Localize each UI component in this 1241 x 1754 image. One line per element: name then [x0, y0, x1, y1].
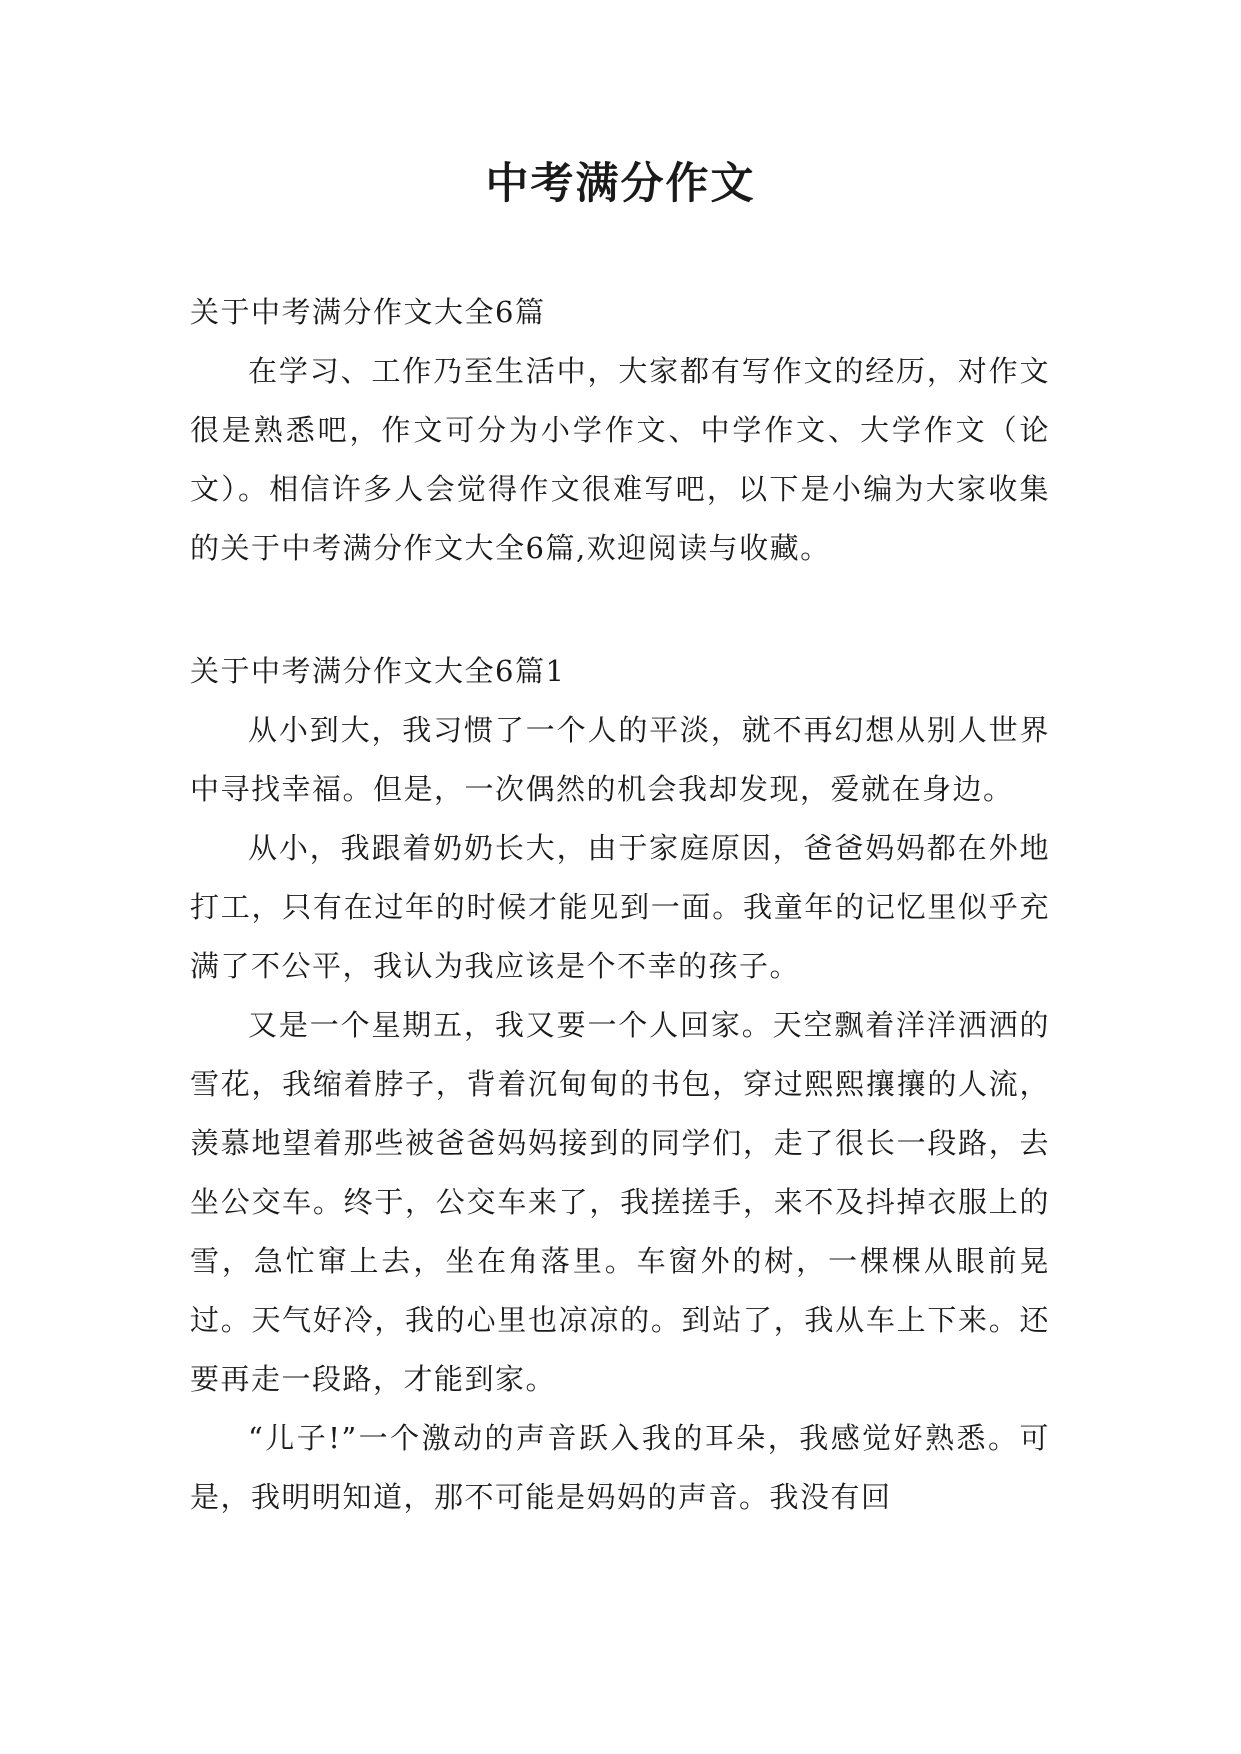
paragraph: 从小，我跟着奶奶长大，由于家庭原因，爸爸妈妈都在外地打工，只有在过年的时候才能见到一面。我童年的记忆里似乎充满了不公平，我认为我应该是个不幸的孩子。: [190, 831, 1050, 983]
document-title: 中考满分作文: [485, 159, 756, 209]
article-heading: 关于中考满分作文大全6篇: [190, 295, 546, 329]
intro-block: [190, 342, 1050, 578]
paragraph: 又是一个星期五，我又要一个人回家。天空飘着洋洋洒洒的雪花，我缩着脖子，背着沉甸甸的书包，穿过熙熙攘攘的人流，羡慕地望着那些被爸爸妈妈接到的同学们，走了很长一段路，去坐公交车。终于，公交车来了，我搓搓手，来不及抖掉衣服上的雪，急忙窜上去，坐在角落里。车窗外的树，一棵棵从眼前晃过。天气好冷，我的心里也凉凉的。到站了，我从车上下来。还要再走一段路，才能到家。: [190, 1008, 1050, 1396]
section-body: [190, 701, 1050, 1527]
paragraph: “儿子!”一个激动的声音跃入我的耳朵，我感觉好熟悉。可是，我明明知道，那不可能是妈妈的声音。我没有回: [190, 1421, 1050, 1514]
section-heading: 关于中考满分作文大全6篇1: [190, 654, 566, 688]
paragraph: 从小到大，我习惯了一个人的平淡，就不再幻想从别人世界中寻找幸福。但是，一次偶然的机会我却发现，爱就在身边。: [190, 713, 1050, 806]
intro-paragraph: 在学习、工作乃至生活中，大家都有写作文的经历，对作文很是熟悉吧，作文可分为小学作文、中学作文、大学作文（论文）。相信许多人会觉得作文很难写吧，以下是小编为大家收集的关于中考满分作文大全6篇,欢迎阅读与收藏。: [190, 354, 1050, 565]
